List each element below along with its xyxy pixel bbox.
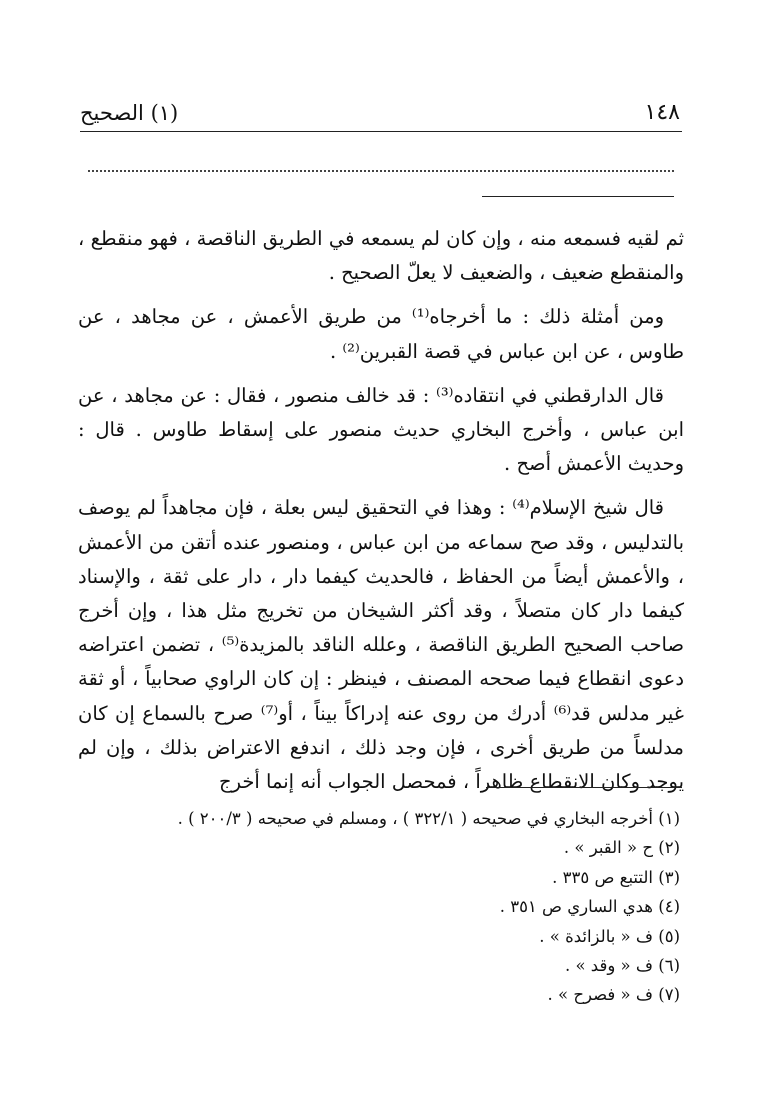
- header-rule: [80, 131, 682, 132]
- footnotes: [110, 804, 680, 1010]
- footnote-rule: [486, 787, 682, 788]
- running-title: (١) الصحيح: [80, 101, 179, 125]
- paragraph-3: قال الدارقطني في انتقاده⁽³⁾ : قد خالف منصور ، فقال : عن مجاهد ، عن ابن عباس ، وأخرج البخاري حديث منصور على إسقاط طاوس . قال : وحديث الأعمش أصح .: [78, 383, 684, 476]
- footnote-1: (١) أخرجه البخاري في صحيحه ( ٣٢٢/١ ) ، ومسلم في صحيحه ( ٢٠٠/٣ ) .: [177, 809, 680, 828]
- footnote-4: (٤) هدي الساري ص ٣٥١ .: [499, 897, 680, 917]
- paragraph-2: ومن أمثلة ذلك : ما أخرجاه⁽¹⁾ من طريق الأعمش ، عن مجاهد ، عن طاوس ، عن ابن عباس في قصة القبرين⁽²⁾ .: [78, 305, 684, 363]
- main-text: [78, 222, 684, 809]
- page-header: [80, 98, 680, 132]
- footnote-2: (٢) ح « القبر » .: [563, 838, 680, 858]
- footnote-6: (٦) ف « وقد » .: [564, 956, 680, 976]
- footnote-3: (٣) التتبع ص ٣٣٥ .: [552, 867, 680, 887]
- section-rule: [482, 196, 674, 197]
- paragraph-1: ثم لقيه فسمعه منه ، وإن كان لم يسمعه في الطريق الناقصة ، فهو منقطع ، والمنقطع ضعيف ، والضعيف لا يعلّ الصحيح .: [78, 227, 684, 285]
- footnote-5: (٥) ف « بالزائدة » .: [539, 926, 680, 946]
- footnote-7: (٧) ف « فصرح » .: [547, 985, 680, 1005]
- page-number: ١٤٨: [644, 100, 680, 125]
- paragraph-4: قال شيخ الإسلام⁽⁴⁾ : وهذا في التحقيق ليس بعلة ، فإن مجاهداً لم يوصف بالتدليس ، وقد صح سماعه من ابن عباس ، ومنصور عنده أتقن من الأعمش ، والأعمش أيضاً من الحفاظ ، فالحديث كيفما دار ، دار على ثقة ، والإسناد كيفما دار كان متصلاً ، وقد أكثر الشيخان من تخريج مثل هذا ، وإن أخرج صاحب الصحيح الطريق الناقصة ، وعلله الناقد بالمزيدة⁽⁵⁾ ، تضمن اعتراضه دعوى انقطاع فيما صححه المصنف ، فينظر : إن كان الراوي صحابياً ، أو ثقة غير مدلس قد⁽⁶⁾ أدرك من روى عنه إدراكاً بيناً ، أو⁽⁷⁾ صرح بالسماع إن كان مدلساً من طريق أخرى ، فإن وجد ذلك ، اندفع الاعتراض بذلك ، وإن لم يوجد وكان الانقطاع ظاهراً ، فمحصل الجواب أنه إنما أخرج: [78, 496, 685, 794]
- dotted-separator: [88, 170, 674, 172]
